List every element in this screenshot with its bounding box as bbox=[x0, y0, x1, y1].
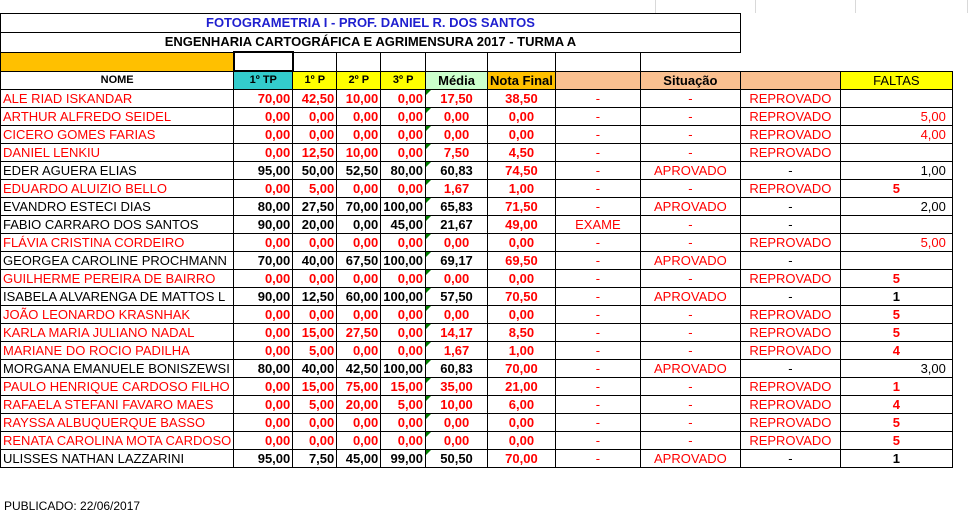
cell-p3[interactable]: 0,00 bbox=[381, 90, 426, 108]
table-row bbox=[1, 216, 953, 234]
cell-situacao[interactable]: - bbox=[640, 324, 740, 342]
header-nome[interactable]: NOME bbox=[1, 71, 234, 90]
cell-final[interactable]: 0,00 bbox=[488, 234, 556, 252]
cell-situacao[interactable]: - bbox=[640, 126, 740, 144]
empty-cell[interactable] bbox=[488, 52, 556, 71]
cell-exame[interactable]: - bbox=[555, 234, 640, 252]
cell-p1[interactable]: 15,00 bbox=[293, 324, 337, 342]
cell-p3[interactable]: 5,00 bbox=[381, 396, 426, 414]
empty-cell[interactable] bbox=[337, 52, 381, 71]
cell-p1[interactable]: 5,00 bbox=[293, 342, 337, 360]
cell-reprovado[interactable]: REPROVADO bbox=[740, 432, 840, 450]
cell-media[interactable]: 0,00 bbox=[426, 234, 488, 252]
cell-exame[interactable]: - bbox=[555, 306, 640, 324]
cell-situacao[interactable]: - bbox=[640, 270, 740, 288]
table-row bbox=[1, 252, 953, 270]
cell-p3[interactable]: 0,00 bbox=[381, 234, 426, 252]
table-row bbox=[1, 306, 953, 324]
cell-p2[interactable]: 60,00 bbox=[337, 288, 381, 306]
header-p1[interactable]: 1º P bbox=[293, 71, 337, 90]
table-row bbox=[1, 180, 953, 198]
cell-reprovado[interactable]: - bbox=[740, 252, 840, 270]
cell-situacao[interactable]: - bbox=[640, 234, 740, 252]
cell-p3[interactable]: 99,00 bbox=[381, 450, 426, 468]
cell-media[interactable]: 1,67 bbox=[426, 342, 488, 360]
gridline bbox=[755, 0, 756, 13]
table-row bbox=[1, 234, 953, 252]
cell-media[interactable]: 0,00 bbox=[426, 306, 488, 324]
cell-media[interactable]: 0,00 bbox=[426, 432, 488, 450]
cell-faltas[interactable]: 1 bbox=[840, 288, 952, 306]
cell-p1[interactable]: 12,50 bbox=[293, 288, 337, 306]
cell-tp[interactable]: 70,00 bbox=[234, 90, 293, 108]
cell-exame[interactable]: - bbox=[555, 270, 640, 288]
cell-exame[interactable]: - bbox=[555, 90, 640, 108]
cell-name[interactable]: RAYSSA ALBUQUERQUE BASSO bbox=[1, 414, 234, 432]
cell-exame[interactable]: - bbox=[555, 432, 640, 450]
cell-final[interactable]: 8,50 bbox=[488, 324, 556, 342]
cell-situacao[interactable]: APROVADO bbox=[640, 252, 740, 270]
cell-reprovado[interactable]: REPROVADO bbox=[740, 108, 840, 126]
cell-exame[interactable]: - bbox=[555, 162, 640, 180]
cell-p3[interactable]: 0,00 bbox=[381, 342, 426, 360]
cell-media[interactable]: 69,17 bbox=[426, 252, 488, 270]
cell-exame[interactable]: - bbox=[555, 126, 640, 144]
cell-p1[interactable]: 0,00 bbox=[293, 234, 337, 252]
cell-p1[interactable]: 7,50 bbox=[293, 450, 337, 468]
cell-faltas[interactable]: 4 bbox=[840, 342, 952, 360]
cell-final[interactable]: 0,00 bbox=[488, 270, 556, 288]
cell-faltas[interactable]: 5 bbox=[840, 432, 952, 450]
cell-tp[interactable]: 0,00 bbox=[234, 414, 293, 432]
cell-situacao[interactable]: APROVADO bbox=[640, 450, 740, 468]
cell-p3[interactable]: 0,00 bbox=[381, 144, 426, 162]
cell-faltas[interactable]: 4,00 bbox=[840, 126, 952, 144]
cell-reprovado[interactable]: - bbox=[740, 198, 840, 216]
empty-cell[interactable] bbox=[426, 52, 488, 71]
cell-reprovado[interactable]: - bbox=[740, 162, 840, 180]
cell-exame[interactable]: - bbox=[555, 108, 640, 126]
table-row bbox=[1, 162, 953, 180]
cell-tp[interactable]: 80,00 bbox=[234, 360, 293, 378]
cell-p1[interactable]: 5,00 bbox=[293, 396, 337, 414]
cell-tp[interactable]: 80,00 bbox=[234, 198, 293, 216]
cell-p1[interactable]: 0,00 bbox=[293, 414, 337, 432]
cell-faltas[interactable]: 5 bbox=[840, 324, 952, 342]
cell-reprovado[interactable]: REPROVADO bbox=[740, 324, 840, 342]
cell-p1[interactable]: 0,00 bbox=[293, 432, 337, 450]
cell-faltas[interactable]: 2,00 bbox=[840, 198, 952, 216]
cell-media[interactable]: 60,83 bbox=[426, 162, 488, 180]
cell-reprovado[interactable]: REPROVADO bbox=[740, 342, 840, 360]
cell-media[interactable]: 50,50 bbox=[426, 450, 488, 468]
cell-final[interactable]: 69,50 bbox=[488, 252, 556, 270]
cell-exame[interactable]: - bbox=[555, 396, 640, 414]
cell-p2[interactable]: 27,50 bbox=[337, 324, 381, 342]
cell-p2[interactable]: 0,00 bbox=[337, 126, 381, 144]
gridline bbox=[655, 0, 656, 13]
table-row bbox=[1, 126, 953, 144]
cell-faltas[interactable] bbox=[840, 144, 952, 162]
cell-faltas[interactable]: 1 bbox=[840, 378, 952, 396]
cell-final[interactable]: 49,00 bbox=[488, 216, 556, 234]
cell-media[interactable]: 0,00 bbox=[426, 270, 488, 288]
cell-name[interactable]: ULISSES NATHAN LAZZARINI bbox=[1, 450, 234, 468]
cell-faltas[interactable]: 1,00 bbox=[840, 162, 952, 180]
cell-exame[interactable]: - bbox=[555, 180, 640, 198]
cell-exame[interactable]: - bbox=[555, 378, 640, 396]
cell-p2[interactable]: 0,00 bbox=[337, 234, 381, 252]
cell-tp[interactable]: 0,00 bbox=[234, 432, 293, 450]
cell-faltas[interactable]: 3,00 bbox=[840, 360, 952, 378]
cell-name[interactable]: PAULO HENRIQUE CARDOSO FILHO bbox=[1, 378, 234, 396]
cell-p2[interactable]: 0,00 bbox=[337, 216, 381, 234]
cell-tp[interactable]: 70,00 bbox=[234, 252, 293, 270]
cell-media[interactable]: 65,83 bbox=[426, 198, 488, 216]
cell-media[interactable]: 17,50 bbox=[426, 90, 488, 108]
cell-tp[interactable]: 0,00 bbox=[234, 378, 293, 396]
cell-final[interactable]: 1,00 bbox=[488, 342, 556, 360]
table-row bbox=[1, 144, 953, 162]
cell-faltas[interactable]: 5,00 bbox=[840, 108, 952, 126]
cell-situacao[interactable]: - bbox=[640, 144, 740, 162]
cell-p1[interactable]: 0,00 bbox=[293, 270, 337, 288]
cell-situacao[interactable]: - bbox=[640, 108, 740, 126]
sheet-subtitle[interactable]: ENGENHARIA CARTOGRÁFICA E AGRIMENSURA 2017 - TURMA A bbox=[1, 33, 741, 53]
cell-situacao[interactable]: - bbox=[640, 432, 740, 450]
cell-exame[interactable]: - bbox=[555, 450, 640, 468]
header-situacao[interactable]: Situação bbox=[640, 71, 740, 90]
cell-exame[interactable]: - bbox=[555, 144, 640, 162]
table-row bbox=[1, 108, 953, 126]
cell-exame[interactable]: EXAME bbox=[555, 216, 640, 234]
cell-tp[interactable]: 0,00 bbox=[234, 306, 293, 324]
table-row bbox=[1, 270, 953, 288]
cell-final[interactable]: 0,00 bbox=[488, 108, 556, 126]
cell-p1[interactable]: 42,50 bbox=[293, 90, 337, 108]
cell-name[interactable]: JOÃO LEONARDO KRASNHAK bbox=[1, 306, 234, 324]
cell-exame[interactable]: - bbox=[555, 414, 640, 432]
cell-p2[interactable]: 10,00 bbox=[337, 144, 381, 162]
table-row bbox=[1, 324, 953, 342]
cell-reprovado[interactable]: REPROVADO bbox=[740, 234, 840, 252]
cell-p3[interactable]: 15,00 bbox=[381, 378, 426, 396]
cell-media[interactable]: 35,00 bbox=[426, 378, 488, 396]
cell-media[interactable]: 0,00 bbox=[426, 126, 488, 144]
cell-final[interactable]: 71,50 bbox=[488, 198, 556, 216]
cell-p3[interactable]: 0,00 bbox=[381, 108, 426, 126]
cell-name[interactable]: RENATA CAROLINA MOTA CARDOSO bbox=[1, 432, 234, 450]
selected-cell[interactable] bbox=[234, 52, 293, 71]
header-nota-final[interactable]: Nota Final bbox=[488, 71, 556, 90]
cell-p1[interactable]: 0,00 bbox=[293, 306, 337, 324]
cell-p3[interactable]: 100,00 bbox=[381, 198, 426, 216]
cell-name[interactable]: ISABELA ALVARENGA DE MATTOS L bbox=[1, 288, 234, 306]
cell-faltas[interactable]: 5 bbox=[840, 180, 952, 198]
table-row bbox=[1, 360, 953, 378]
table-row bbox=[1, 288, 953, 306]
cell-exame[interactable]: - bbox=[555, 342, 640, 360]
cell-faltas[interactable] bbox=[840, 252, 952, 270]
cell-final[interactable]: 0,00 bbox=[488, 432, 556, 450]
cell-p2[interactable]: 42,50 bbox=[337, 360, 381, 378]
cell-p1[interactable]: 20,00 bbox=[293, 216, 337, 234]
table-row bbox=[1, 342, 953, 360]
table-row bbox=[1, 432, 953, 450]
cell-reprovado[interactable]: REPROVADO bbox=[740, 144, 840, 162]
cell-p2[interactable]: 75,00 bbox=[337, 378, 381, 396]
cell-p2[interactable]: 0,00 bbox=[337, 180, 381, 198]
published-date: PUBLICADO: 22/06/2017 bbox=[4, 499, 141, 513]
cell-p3[interactable]: 100,00 bbox=[381, 288, 426, 306]
cell-p1[interactable]: 40,00 bbox=[293, 360, 337, 378]
cell-p2[interactable]: 0,00 bbox=[337, 414, 381, 432]
table-row bbox=[1, 450, 953, 468]
cell-p2[interactable]: 0,00 bbox=[337, 342, 381, 360]
cell-situacao[interactable]: - bbox=[640, 396, 740, 414]
cell-p3[interactable]: 100,00 bbox=[381, 360, 426, 378]
cell-reprovado[interactable]: REPROVADO bbox=[740, 180, 840, 198]
cell-p3[interactable]: 100,00 bbox=[381, 252, 426, 270]
cell-reprovado[interactable]: - bbox=[740, 216, 840, 234]
cell-situacao[interactable]: - bbox=[640, 216, 740, 234]
cell-p2[interactable]: 45,00 bbox=[337, 450, 381, 468]
cell-p1[interactable]: 12,50 bbox=[293, 144, 337, 162]
cell-final[interactable]: 70,50 bbox=[488, 288, 556, 306]
cell-p2[interactable]: 52,50 bbox=[337, 162, 381, 180]
cell-p3[interactable]: 0,00 bbox=[381, 126, 426, 144]
cell-tp[interactable]: 95,00 bbox=[234, 450, 293, 468]
cell-p3[interactable]: 80,00 bbox=[381, 162, 426, 180]
cell-reprovado[interactable]: REPROVADO bbox=[740, 306, 840, 324]
cell-p3[interactable]: 0,00 bbox=[381, 432, 426, 450]
cell-p1[interactable]: 27,50 bbox=[293, 198, 337, 216]
sheet-title[interactable]: FOTOGRAMETRIA I - PROF. DANIEL R. DOS SANTOS bbox=[1, 14, 741, 33]
cell-p1[interactable]: 0,00 bbox=[293, 108, 337, 126]
cell-p2[interactable]: 10,00 bbox=[337, 90, 381, 108]
cell-faltas[interactable]: 5 bbox=[840, 414, 952, 432]
cell-situacao[interactable]: - bbox=[640, 378, 740, 396]
cell-media[interactable]: 21,67 bbox=[426, 216, 488, 234]
cell-media[interactable]: 57,50 bbox=[426, 288, 488, 306]
cell-situacao[interactable]: - bbox=[640, 90, 740, 108]
cell-situacao[interactable]: APROVADO bbox=[640, 198, 740, 216]
table-row bbox=[1, 90, 953, 108]
cell-situacao[interactable]: - bbox=[640, 414, 740, 432]
cell-p1[interactable]: 15,00 bbox=[293, 378, 337, 396]
cell-faltas[interactable]: 4 bbox=[840, 396, 952, 414]
grades-table bbox=[0, 13, 953, 468]
cell-tp[interactable]: 0,00 bbox=[234, 144, 293, 162]
cell-reprovado[interactable]: - bbox=[740, 450, 840, 468]
cell-faltas[interactable]: 1 bbox=[840, 450, 952, 468]
cell-tp[interactable]: 0,00 bbox=[234, 180, 293, 198]
cell-reprovado[interactable]: REPROVADO bbox=[740, 414, 840, 432]
cell-name[interactable]: MARIANE DO ROCIO PADILHA bbox=[1, 342, 234, 360]
header-media[interactable]: Média bbox=[426, 71, 488, 90]
cell-reprovado[interactable]: - bbox=[740, 288, 840, 306]
cell-name[interactable]: GEORGEA CAROLINE PROCHMANN bbox=[1, 252, 234, 270]
cell-reprovado[interactable]: REPROVADO bbox=[740, 270, 840, 288]
cell-exame[interactable]: - bbox=[555, 252, 640, 270]
cell-name[interactable]: RAFAELA STEFANI FAVARO MAES bbox=[1, 396, 234, 414]
cell-reprovado[interactable]: REPROVADO bbox=[740, 90, 840, 108]
header-tp[interactable]: 1º TP bbox=[234, 71, 293, 90]
cell-situacao[interactable]: - bbox=[640, 180, 740, 198]
cell-name[interactable]: EDUARDO ALUIZIO BELLO bbox=[1, 180, 234, 198]
cell-tp[interactable]: 95,00 bbox=[234, 162, 293, 180]
cell-final[interactable]: 74,50 bbox=[488, 162, 556, 180]
cell-reprovado[interactable]: REPROVADO bbox=[740, 378, 840, 396]
cell-name[interactable]: GUILHERME PEREIRA DE BAIRRO bbox=[1, 270, 234, 288]
cell-media[interactable]: 1,67 bbox=[426, 180, 488, 198]
cell-situacao[interactable]: - bbox=[640, 306, 740, 324]
cell-name[interactable]: EVANDRO ESTECI DIAS bbox=[1, 198, 234, 216]
cell-p3[interactable]: 0,00 bbox=[381, 306, 426, 324]
cell-final[interactable]: 0,00 bbox=[488, 306, 556, 324]
cell-name[interactable]: FABIO CARRARO DOS SANTOS bbox=[1, 216, 234, 234]
cell-p2[interactable]: 0,00 bbox=[337, 306, 381, 324]
cell-media[interactable]: 10,00 bbox=[426, 396, 488, 414]
cell-reprovado[interactable]: REPROVADO bbox=[740, 126, 840, 144]
cell-name[interactable]: MORGANA EMANUELE BONISZEWSI bbox=[1, 360, 234, 378]
cell-faltas[interactable]: 5 bbox=[840, 270, 952, 288]
cell-situacao[interactable]: - bbox=[640, 342, 740, 360]
header-reprovado[interactable] bbox=[740, 71, 840, 90]
table-row bbox=[1, 414, 953, 432]
cell-media[interactable]: 60,83 bbox=[426, 360, 488, 378]
cell-media[interactable]: 0,00 bbox=[426, 108, 488, 126]
cell-final[interactable]: 1,00 bbox=[488, 180, 556, 198]
empty-cell[interactable] bbox=[381, 52, 426, 71]
cell-name[interactable]: FLÁVIA CRISTINA CORDEIRO bbox=[1, 234, 234, 252]
cell-p3[interactable]: 0,00 bbox=[381, 270, 426, 288]
cell-exame[interactable]: - bbox=[555, 288, 640, 306]
cell-name[interactable]: ARTHUR ALFREDO SEIDEL bbox=[1, 108, 234, 126]
table-row bbox=[1, 396, 953, 414]
empty-cell[interactable] bbox=[293, 52, 337, 71]
cell-final[interactable]: 38,50 bbox=[488, 90, 556, 108]
cell-media[interactable]: 14,17 bbox=[426, 324, 488, 342]
cell-p2[interactable]: 20,00 bbox=[337, 396, 381, 414]
cell-name[interactable]: CICERO GOMES FARIAS bbox=[1, 126, 234, 144]
table-row bbox=[1, 198, 953, 216]
cell-p1[interactable]: 5,00 bbox=[293, 180, 337, 198]
cell-p1[interactable]: 50,00 bbox=[293, 162, 337, 180]
header-p2[interactable]: 2º P bbox=[337, 71, 381, 90]
cell-exame[interactable]: - bbox=[555, 198, 640, 216]
cell-situacao[interactable]: APROVADO bbox=[640, 360, 740, 378]
cell-tp[interactable]: 0,00 bbox=[234, 342, 293, 360]
cell-final[interactable]: 0,00 bbox=[488, 414, 556, 432]
cell-situacao[interactable]: APROVADO bbox=[640, 162, 740, 180]
empty-cell[interactable] bbox=[1, 52, 234, 71]
cell-reprovado[interactable]: - bbox=[740, 360, 840, 378]
cell-p3[interactable]: 45,00 bbox=[381, 216, 426, 234]
cell-p3[interactable]: 0,00 bbox=[381, 180, 426, 198]
cell-faltas[interactable]: 5,00 bbox=[840, 234, 952, 252]
cell-tp[interactable]: 90,00 bbox=[234, 288, 293, 306]
cell-final[interactable]: 21,00 bbox=[488, 378, 556, 396]
cell-tp[interactable]: 0,00 bbox=[234, 324, 293, 342]
cell-media[interactable]: 7,50 bbox=[426, 144, 488, 162]
cell-tp[interactable]: 90,00 bbox=[234, 216, 293, 234]
cell-final[interactable]: 4,50 bbox=[488, 144, 556, 162]
cell-name[interactable]: KARLA MARIA JULIANO NADAL bbox=[1, 324, 234, 342]
cell-name[interactable]: DANIEL LENKIU bbox=[1, 144, 234, 162]
cell-final[interactable]: 6,00 bbox=[488, 396, 556, 414]
header-faltas[interactable]: FALTAS bbox=[840, 71, 952, 90]
cell-p2[interactable]: 0,00 bbox=[337, 108, 381, 126]
cell-tp[interactable]: 0,00 bbox=[234, 396, 293, 414]
cell-p2[interactable]: 0,00 bbox=[337, 432, 381, 450]
cell-media[interactable]: 0,00 bbox=[426, 414, 488, 432]
cell-final[interactable]: 70,00 bbox=[488, 450, 556, 468]
cell-final[interactable]: 70,00 bbox=[488, 360, 556, 378]
cell-faltas[interactable] bbox=[840, 90, 952, 108]
cell-p3[interactable]: 0,00 bbox=[381, 414, 426, 432]
cell-exame[interactable]: - bbox=[555, 324, 640, 342]
cell-tp[interactable]: 0,00 bbox=[234, 270, 293, 288]
cell-tp[interactable]: 0,00 bbox=[234, 108, 293, 126]
cell-p2[interactable]: 70,00 bbox=[337, 198, 381, 216]
cell-final[interactable]: 0,00 bbox=[488, 126, 556, 144]
empty-cell[interactable] bbox=[555, 52, 640, 71]
cell-p1[interactable]: 0,00 bbox=[293, 126, 337, 144]
table-row bbox=[1, 378, 953, 396]
cell-situacao[interactable]: APROVADO bbox=[640, 288, 740, 306]
cell-p2[interactable]: 67,50 bbox=[337, 252, 381, 270]
cell-tp[interactable]: 0,00 bbox=[234, 126, 293, 144]
header-exame[interactable] bbox=[555, 71, 640, 90]
cell-name[interactable]: EDER AGUERA ELIAS bbox=[1, 162, 234, 180]
cell-name[interactable]: ALE RIAD ISKANDAR bbox=[1, 90, 234, 108]
header-p3[interactable]: 3º P bbox=[381, 71, 426, 90]
cell-p3[interactable]: 0,00 bbox=[381, 324, 426, 342]
gridline bbox=[967, 0, 968, 13]
cell-tp[interactable]: 0,00 bbox=[234, 234, 293, 252]
cell-faltas[interactable]: 5 bbox=[840, 306, 952, 324]
cell-reprovado[interactable]: REPROVADO bbox=[740, 396, 840, 414]
cell-p1[interactable]: 40,00 bbox=[293, 252, 337, 270]
cell-faltas[interactable] bbox=[840, 216, 952, 234]
cell-p2[interactable]: 0,00 bbox=[337, 270, 381, 288]
cell-exame[interactable]: - bbox=[555, 360, 640, 378]
gridline bbox=[855, 0, 856, 13]
